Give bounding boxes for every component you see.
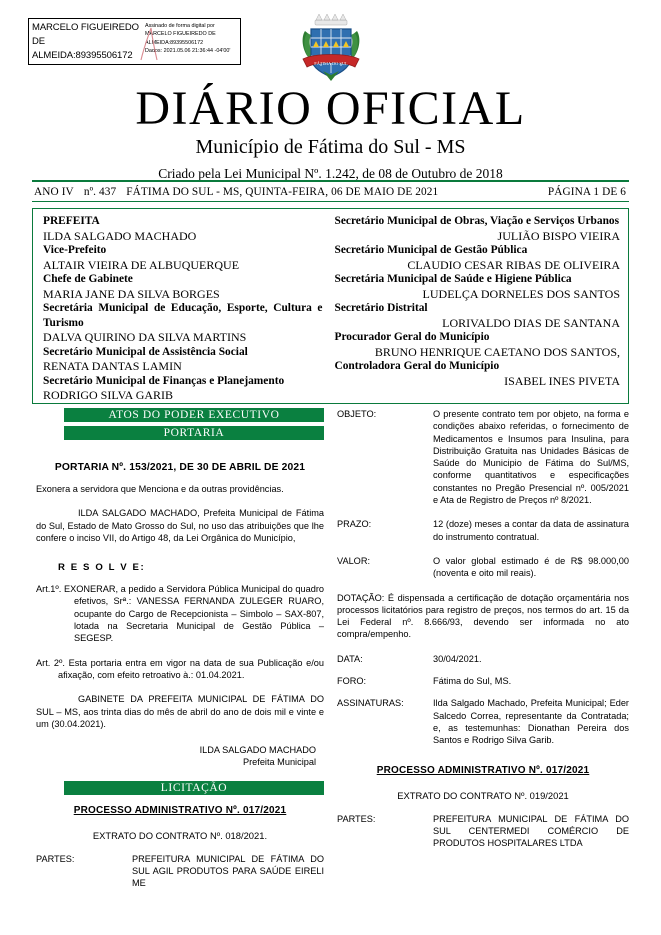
field-label: ASSINATURAS: [337,698,404,709]
issue-page-number: PÁGINA 1 DE 6 [547,185,626,198]
official-name: RENATA DANTAS LAMIN [43,359,182,373]
officials-left-column [33,214,331,403]
official-role: Chefe de Gabinete [43,273,133,285]
portaria-preamble: ILDA SALGADO MACHADO, Prefeita Municipal de Fátima do Sul, Estado de Mato Grosso do Sul, no uso das atribuições que lhe confere o inciso VII, do Artigo 48, da Lei Orgânica do Município, [36,508,324,543]
portaria-title: PORTARIA Nº. 153/2021, DE 30 DE ABRIL DE 2021 [54,462,306,473]
signature-detail-line-4: Dados: 2021.05.06 21:36:44 -04'00' [145,48,231,55]
official-name: ALTAIR VIEIRA DE ALBUQUERQUE [43,257,240,272]
official-name: LORIVALDO DIAS DE SANTANA [442,315,620,330]
field-value: O presente contrato tem por objeto, na forma e condições abaixo referidas, o fornecimento de Medicamentos e Insumos para Insulina, para Distribuição Gratuita nas Unidades Básicas de Saúde do Municipio de Fátima do Sul/MS, conforme quantitativos e especificações constantes no Pregão Presencial nº. 005/2021 e Ata de Registro de Preços nº 8/2021. [433,409,629,506]
official-role: Procurador Geral do Município [334,331,490,343]
signature-detail-block [141,19,240,64]
processo-administrativo-heading-2: PROCESSO ADMINISTRATIVO Nº. 017/2021 [376,764,590,776]
field-label: DOTAÇÃO: [337,592,385,603]
masthead-created-by: Criado pela Lei Municipal Nº. 1.242, de 08 de Outubro de 2018 [158,166,503,181]
contract-field-partes-2 [337,813,629,850]
official-name: JULIÃO BISPO VIEIRA [497,228,620,243]
field-label: OBJETO: [337,409,377,419]
official-name: BRUNO HENRIQUE CAETANO DOS SANTOS, [374,344,620,359]
field-value: Ilda Salgado Machado, Prefeita Municipal; Eder Salcedo Correa, representante da Contratada; e, as testemunhas: Dionathan Pereira dos Santos e Rodrigo Silva Garib. [433,698,629,746]
portaria-signer-name: ILDA SALGADO MACHADO [199,745,316,756]
processo-administrativo-heading: PROCESSO ADMINISTRATIVO Nº. 017/2021 [73,804,287,816]
field-value: PREFEITURA MUNICIPAL DE FÁTIMA DO SUL CENTERMEDI COMÉRCIO DE PRODUTOS HOSPITALARES LTDA [433,813,629,849]
official-role: Secretário Municipal de Gestão Pública [334,244,528,256]
signature-name-line-2: DE [32,36,45,47]
officials-right-column [331,214,629,403]
portaria-closing: GABINETE DA PREFEITA MUNICIPAL DE FÁTIMA DO SUL – MS, aos trinta dias do mês de abril do ano de dois mil e vinte e um (30.04.2021). [36,694,324,729]
left-content-column [36,408,324,890]
field-value: O valor global estimado é de R$ 98.000,00 (noventa e oito mil reais). [433,555,629,579]
official-name: CLAUDIO CESAR RIBAS DE OLIVEIRA [407,257,620,272]
signature-detail-line-2: MARCELO FIGUEIREDO DE [145,31,216,38]
coat-of-arms-icon [297,11,365,83]
signature-name-block [29,19,141,64]
field-value: 12 (doze) meses a contar da data de assinatura do instrumento contratual. [433,519,629,542]
contract-field-foro [337,675,629,687]
contract-field-prazo [337,518,629,543]
issue-number: nº. 437 [83,185,117,198]
contract-field-objeto [337,408,629,506]
official-name: LUDELÇA DORNELES DOS SANTOS [422,286,620,301]
contract-field-partes [36,853,324,890]
portaria-article-2: Art. 2º. Esta portaria entra em vigor na data de sua Publicação e/ou afixação, com efeito retroativo à.: 01.04.2021. [36,657,324,680]
section-bar-atos-poder-executivo: ATOS DO PODER EXECUTIVO [64,408,324,422]
portaria-ementa: Exonera a servidora que Menciona e da outras providências. [36,484,284,494]
official-name: MARIA JANE DA SILVA BORGES [43,286,220,301]
extrato-contrato-heading-2: EXTRATO DO CONTRATO Nº. 019/2021 [397,789,569,801]
field-value: Fátima do Sul, MS. [433,676,512,687]
signature-name-line-3: ALMEIDA:89395506172 [32,50,133,61]
official-role: Controladora Geral do Município [334,360,500,372]
portaria-resolve-label: R E S O L V E: [58,562,146,574]
field-value: 30/04/2021. [433,653,482,664]
field-label: PRAZO: [337,519,372,530]
official-role: Secretário Municipal de Obras, Viação e Serviços Urbanos [334,215,620,227]
official-name: DALVA QUIRINO DA SILVA MARTINS [43,330,247,344]
field-label: FORO: [337,676,367,687]
masthead-subtitle: Município de Fátima do Sul - MS [195,136,466,158]
field-value: PREFEITURA MUNICIPAL DE FÁTIMA DO SUL AGIL PRODUTOS PARA SAÚDE EIRELI ME [132,853,324,889]
contract-field-data [337,653,629,665]
field-value: É dispensada a certificação de dotação orçamentária nos processos licitatórios para registro de preços, nos termos do art. 15 da Lei Federal nº. 8.666/93, devendo ser informada no ato compra/empenho. [337,592,629,640]
field-label: DATA: [337,653,363,664]
portaria-article-1: Art.1º. EXONERAR, a pedido a Servidora Pública Municipal do quadro efetivos, Srª.: VANESSA FERNANDA ZULEGER RUARO, ocupante do Cargo de Recepcionista – Simbolo – SAX-807, lotada na Secretaria Municipal de Gestão Pública – SEGESP. [36,584,324,644]
official-role: Secretário Distrital [334,302,428,314]
masthead [0,84,661,183]
svg-text:FÁTIMA DO SUL: FÁTIMA DO SUL [314,61,348,66]
contract-field-dotacao [337,592,629,641]
contract-field-valor [337,555,629,580]
issue-place-date: FÁTIMA DO SUL - MS, QUINTA-FEIRA, 06 DE MAIO DE 2021 [126,185,439,198]
signature-detail-line-1: Assinado de forma digital por [145,23,215,29]
contract-field-assinaturas [337,697,629,746]
official-name: ISABEL INES PIVETA [504,373,620,388]
field-label: PARTES: [36,853,75,864]
page-title: DIÁRIO OFICIAL [135,82,526,135]
issue-year: ANO IV [34,185,74,198]
officials-box [32,208,629,404]
official-role: Secretária Municipal de Saúde e Higiene Pública [334,273,572,285]
right-content-column [337,408,629,849]
field-label: VALOR: [337,555,371,566]
section-bar-licitacao: LICITAÇÃO [64,781,324,795]
official-role: PREFEITA [43,215,100,227]
digital-signature-stamp [28,18,241,65]
extrato-contrato-heading: EXTRATO DO CONTRATO Nº. 018/2021. [92,829,268,841]
official-role: Secretário Municipal de Assistência Social [43,345,248,358]
issue-bar [32,180,629,202]
official-name: ILDA SALGADO MACHADO [43,228,197,243]
field-label: PARTES: [337,813,376,824]
official-role: Secretário Municipal de Finanças e Planejamento [43,374,285,387]
signature-name-line-1: MARCELO FIGUEIREDO [32,22,139,33]
official-name: RODRIGO SILVA GARIB [43,388,174,402]
signature-detail-line-3: ALMEIDA:89395506172 [145,39,204,46]
section-bar-portaria: PORTARIA [64,426,324,440]
official-role: Secretária Municipal de Educação, Esporte, Cultura e Turismo [43,302,323,329]
official-role: Vice-Prefeito [43,244,107,256]
portaria-signer-role: Prefeita Municipal [242,757,316,768]
